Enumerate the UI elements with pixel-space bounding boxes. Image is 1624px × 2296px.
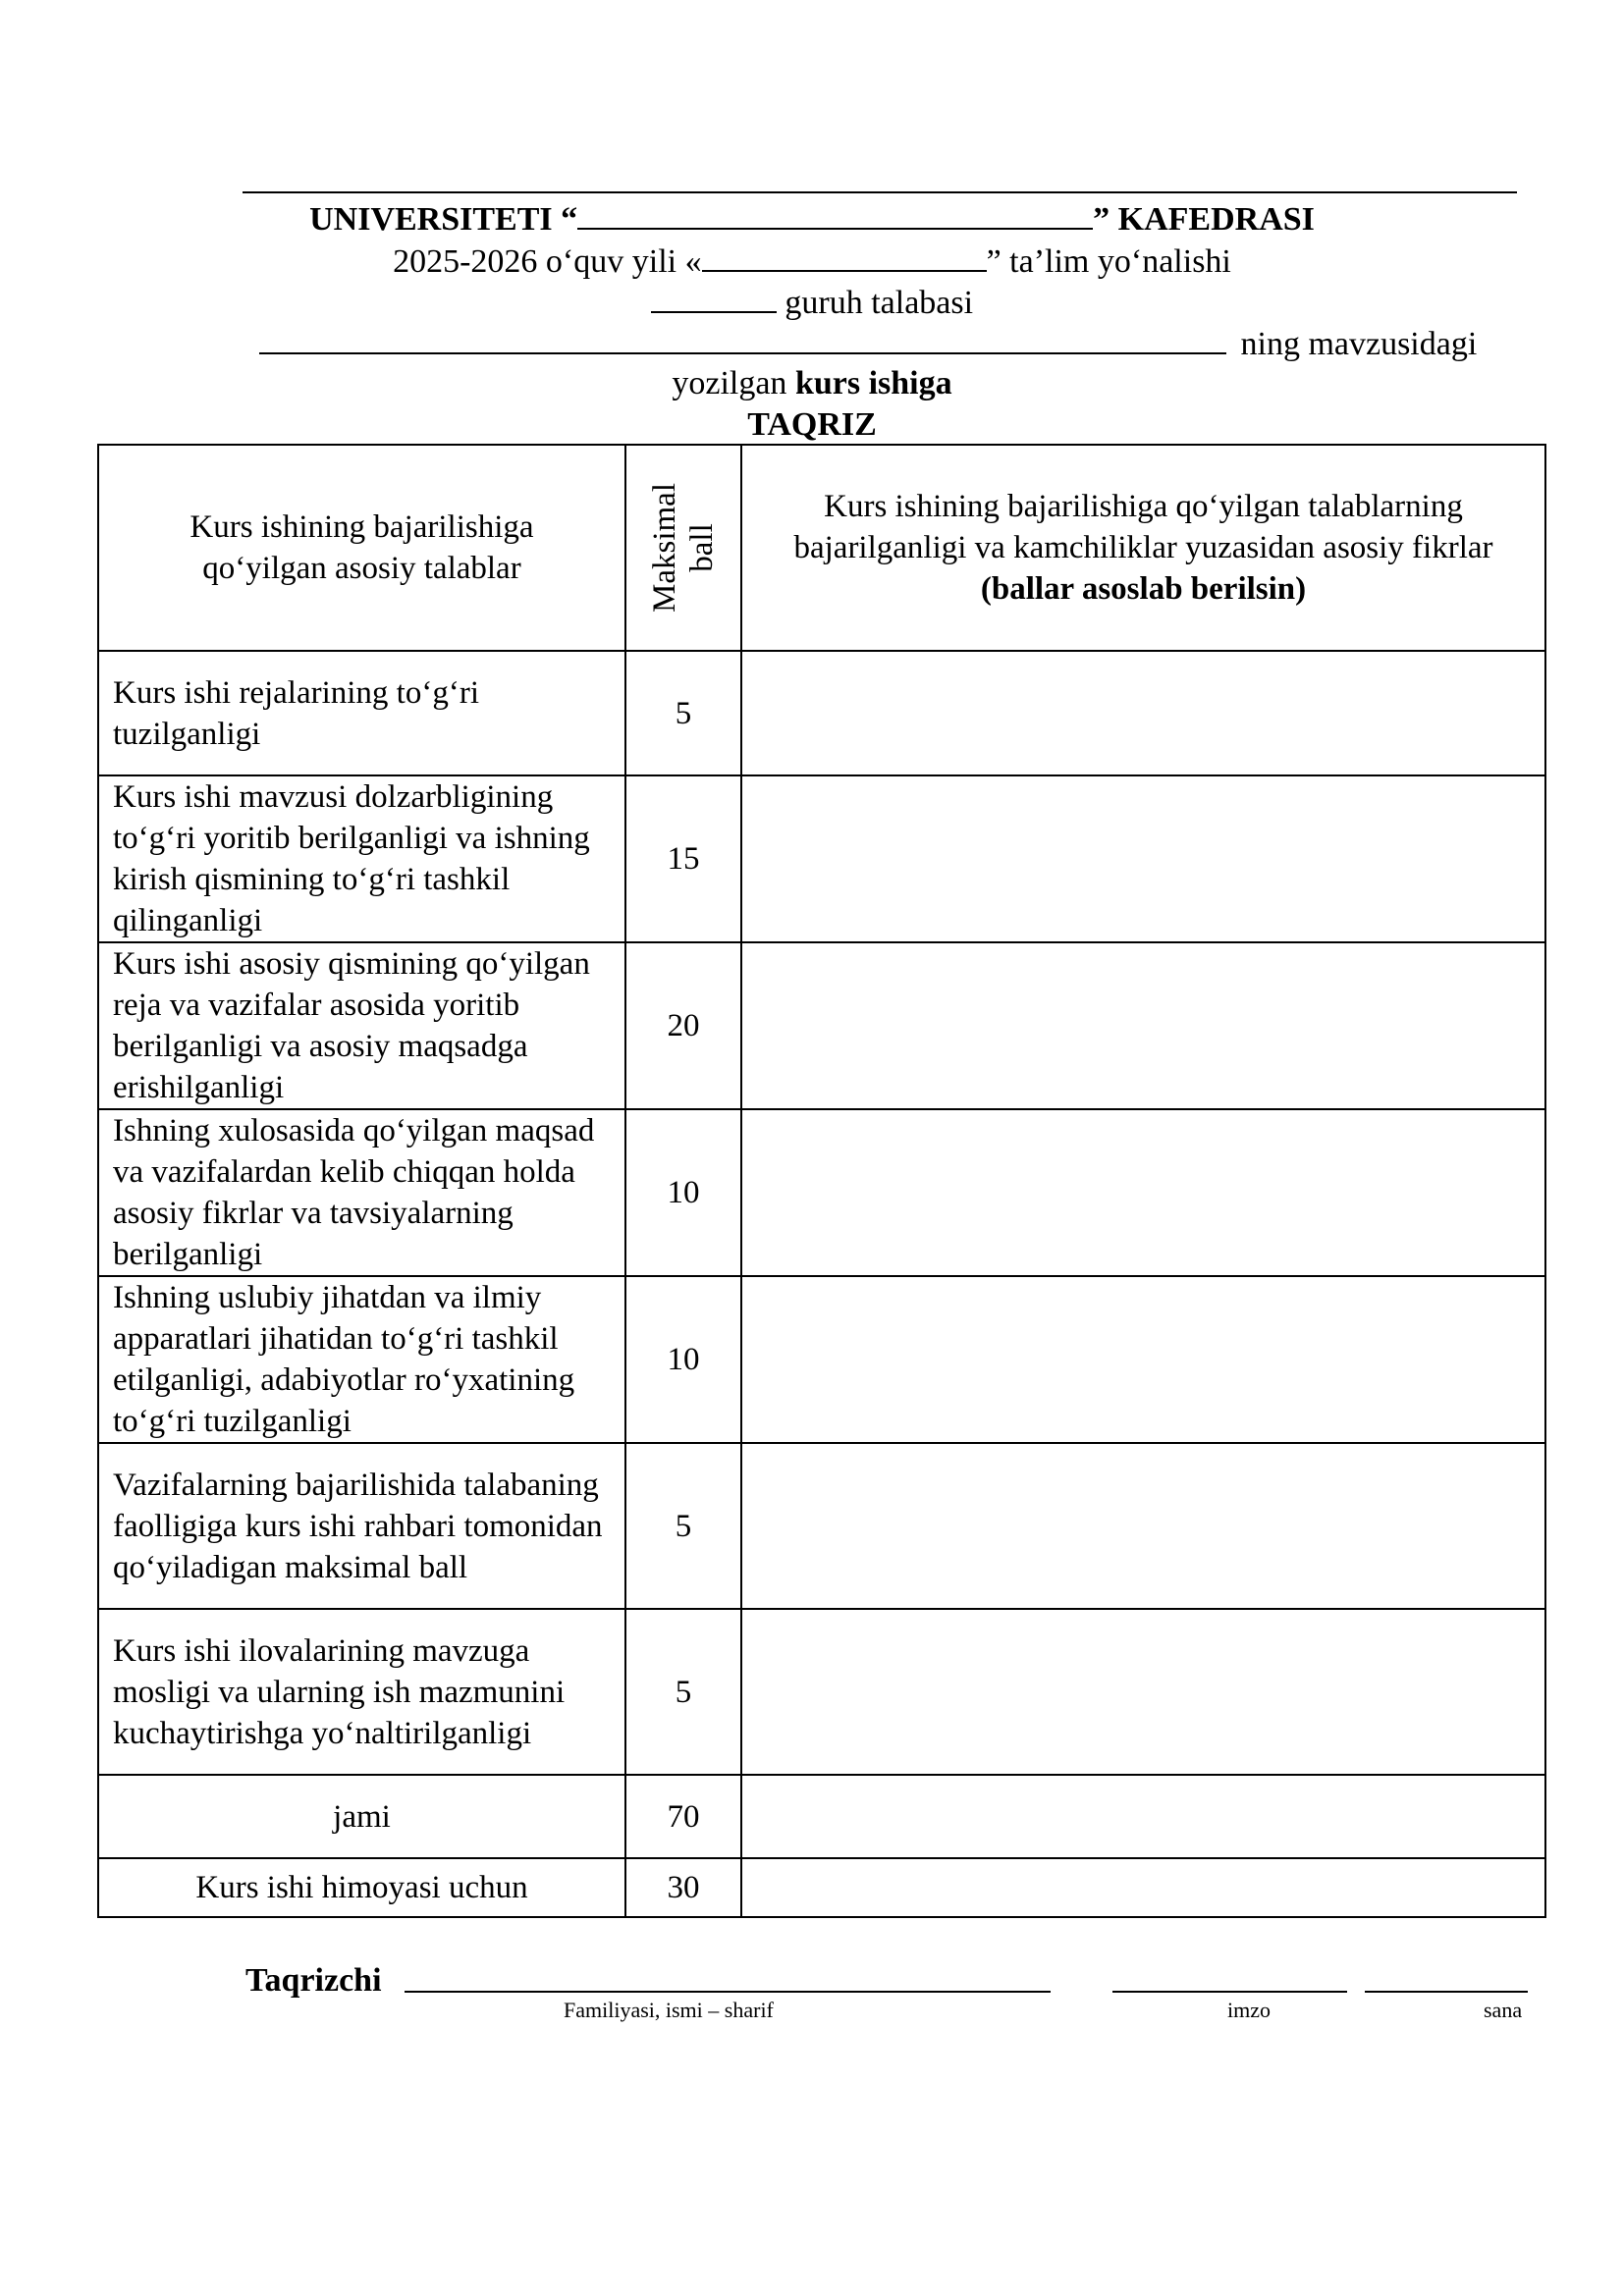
signature-caption: imzo (1227, 1998, 1271, 2022)
defense-row (98, 1858, 1545, 1917)
university-line (0, 198, 1624, 240)
max-score-label-line2: ball (684, 523, 721, 572)
university-prefix: UNIVERSITETI “ (309, 201, 578, 238)
department-suffix: ” KAFEDRASI (1093, 201, 1315, 238)
total-value: 70 (625, 1775, 741, 1858)
criterion-cell: Vazifalarning bajarilishida talabaning faolligiga kurs ishi rahbari tomonidan qo‘yiladigan maksimal ball (98, 1443, 625, 1609)
max-score-label-wrap (626, 483, 740, 613)
group-line (0, 282, 1624, 323)
table-row (98, 942, 1545, 1109)
department-blank[interactable] (577, 198, 1093, 230)
name-caption: Familiyasi, ismi – sharif (564, 1998, 774, 2022)
total-label: jami (98, 1775, 625, 1858)
criterion-cell: Kurs ishi asosiy qismining qo‘yilgan reja va vazifalar asosida yoritib berilganligi va asosiy maqsadga erishilganligi (98, 942, 625, 1109)
review-table (97, 444, 1546, 1918)
topic-line (259, 323, 1500, 364)
group-suffix: guruh talabasi (785, 285, 974, 321)
criterion-cell: Kurs ishi rejalarining to‘g‘ri tuzilganligi (98, 651, 625, 775)
total-row (98, 1775, 1545, 1858)
comment-cell[interactable] (741, 651, 1545, 775)
comment-cell[interactable] (741, 1276, 1545, 1443)
defense-comment-cell[interactable] (741, 1858, 1545, 1917)
table-row (98, 1609, 1545, 1775)
max-score-cell: 5 (625, 1609, 741, 1775)
header-comments-text: Kurs ishining bajarilishiga qo‘yilgan talablarning bajarilganligi va kamchiliklar yuzasidan asosiy fikrlar (793, 489, 1493, 565)
table-row (98, 1443, 1545, 1609)
max-score-cell: 10 (625, 1276, 741, 1443)
reviewer-date-blank[interactable] (1365, 1991, 1528, 1993)
header-comments-bold: (ballar asoslab berilsin) (980, 571, 1307, 607)
reviewer-signature-blank[interactable] (1112, 1991, 1347, 1993)
criterion-cell: Kurs ishi mavzusi dolzarbligining to‘g‘ri yoritib berilganligi va ishning kirish qismining to‘g‘ri tashkil qilinganligi (98, 775, 625, 942)
top-rule (243, 191, 1517, 193)
topic-blank[interactable] (259, 323, 1226, 354)
table-row (98, 1109, 1545, 1276)
program-blank[interactable] (702, 240, 987, 272)
reviewer-label: Taqrizchi (245, 1962, 382, 1999)
total-comment-cell[interactable] (741, 1775, 1545, 1858)
written-plain: yozilgan (672, 365, 795, 401)
max-score-cell: 5 (625, 651, 741, 775)
comment-cell[interactable] (741, 1609, 1545, 1775)
max-score-label (646, 483, 721, 613)
academic-year-prefix: 2025-2026 o‘quv yili « (393, 243, 702, 280)
topic-suffix: ning mavzusidagi (1240, 326, 1478, 362)
comment-cell[interactable] (741, 942, 1545, 1109)
written-line (0, 364, 1624, 403)
table-row (98, 775, 1545, 942)
comment-cell[interactable] (741, 775, 1545, 942)
defense-value: 30 (625, 1858, 741, 1917)
header-criteria: Kurs ishining bajarilishiga qo‘yilgan asosiy talablar (98, 445, 625, 651)
table-header-row (98, 445, 1545, 651)
table-row (98, 1276, 1545, 1443)
criterion-cell: Ishning uslubiy jihatdan va ilmiy apparatlari jihatidan to‘g‘ri tashkil etilganligi, adabiyotlar ro‘yxatining to‘g‘ri tuzilganligi (98, 1276, 625, 1443)
program-suffix: ” ta’lim yo‘nalishi (986, 243, 1231, 280)
max-score-cell: 5 (625, 1443, 741, 1609)
max-score-label-line1: Maksimal (647, 483, 683, 613)
written-bold: kurs ishiga (794, 365, 952, 401)
criterion-cell: Ishning xulosasida qo‘yilgan maqsad va vazifalardan kelib chiqqan holda asosiy fikrlar va tavsiyalarning berilganligi (98, 1109, 625, 1276)
document-title: TAQRIZ (747, 406, 877, 443)
header-comments (741, 445, 1545, 651)
table-row (98, 651, 1545, 775)
header-max-score (625, 445, 741, 651)
max-score-cell: 20 (625, 942, 741, 1109)
date-caption: sana (1484, 1998, 1523, 2022)
defense-label: Kurs ishi himoyasi uchun (98, 1858, 625, 1917)
group-blank[interactable] (651, 282, 777, 313)
comment-cell[interactable] (741, 1443, 1545, 1609)
max-score-cell: 15 (625, 775, 741, 942)
reviewer-name-blank[interactable] (405, 1991, 1051, 1993)
comment-cell[interactable] (741, 1109, 1545, 1276)
max-score-cell: 10 (625, 1109, 741, 1276)
academic-year-line (0, 240, 1624, 282)
criterion-cell: Kurs ishi ilovalarining mavzuga mosligi va ularning ish mazmunini kuchaytirishga yo‘naltirilganligi (98, 1609, 625, 1775)
